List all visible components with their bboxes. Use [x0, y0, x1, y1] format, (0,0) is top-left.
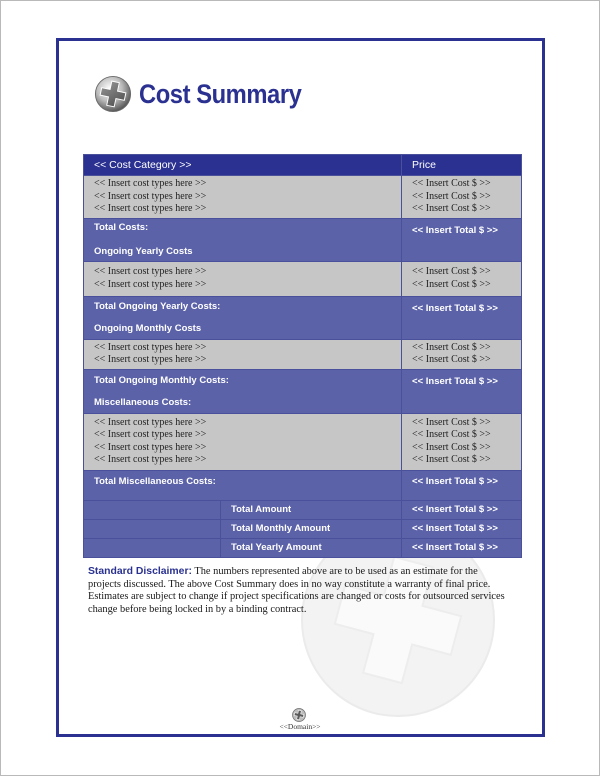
- cost-item: << Insert cost types here >>: [94, 454, 207, 465]
- summary-label: Total Yearly Amount: [221, 538, 402, 557]
- cost-item: << Insert cost types here >>: [94, 203, 207, 214]
- disclaimer-text: The numbers represented above are to be used as an estimate for the projects discussed. The above Cost Summary does in no way constitute a warranty of final price. Estimates are subject to change if project specifications are changed or costs for outsourced services change before being locked in by a binding contract.: [88, 566, 505, 615]
- disclaimer-label: Standard Disclaimer:: [88, 566, 192, 577]
- cost-value: << Insert Cost $ >>: [412, 278, 491, 290]
- summary-row: [84, 519, 522, 538]
- summary-row: [84, 538, 522, 557]
- section-label: Ongoing Monthly Costs: [94, 323, 202, 334]
- cost-item: << Insert cost types here >>: [94, 441, 207, 453]
- cost-item: << Insert cost types here >>: [94, 429, 207, 440]
- total-value: << Insert Total $ >>: [412, 475, 498, 487]
- items-row: [84, 176, 522, 219]
- items-row: [84, 413, 522, 470]
- page-title: Cost Summary: [139, 78, 302, 109]
- plus-circle-icon: [292, 708, 306, 722]
- cost-item: << Insert cost types here >>: [94, 266, 207, 277]
- section-total-row: [84, 296, 522, 339]
- footer-domain: <<Domain>>: [279, 722, 321, 731]
- cost-value: << Insert Cost $ >>: [412, 441, 491, 453]
- cost-value: << Insert Cost $ >>: [412, 178, 491, 189]
- total-value: << Insert Total $ >>: [412, 375, 498, 387]
- disclaimer: [88, 566, 512, 616]
- section-total-row: [84, 218, 522, 261]
- cost-item: << Insert cost types here >>: [94, 416, 207, 428]
- total-value: << Insert Total $ >>: [412, 224, 498, 236]
- cost-item: << Insert cost types here >>: [94, 178, 207, 189]
- cost-value: << Insert Cost $ >>: [412, 190, 491, 202]
- section-label: Ongoing Yearly Costs: [94, 246, 193, 257]
- total-label: Total Costs:: [94, 222, 149, 233]
- header-cost-category: << Cost Category >>: [84, 155, 402, 176]
- plus-circle-icon: [94, 75, 132, 113]
- summary-value: << Insert Total $ >>: [402, 500, 522, 519]
- cost-value: << Insert Cost $ >>: [412, 416, 491, 428]
- items-row: [84, 261, 522, 296]
- cost-value: << Insert Cost $ >>: [412, 454, 491, 465]
- cost-value: << Insert Cost $ >>: [412, 203, 491, 214]
- cost-item: << Insert cost types here >>: [94, 278, 207, 290]
- section-label: Miscellaneous Costs:: [94, 396, 192, 408]
- items-row: [84, 339, 522, 369]
- cost-item: << Insert cost types here >>: [94, 354, 207, 365]
- cost-item: << Insert cost types here >>: [94, 341, 207, 353]
- total-label: Total Ongoing Monthly Costs:: [94, 374, 229, 386]
- cost-table: [83, 154, 522, 558]
- summary-row: [84, 500, 522, 519]
- header-price: Price: [402, 155, 522, 176]
- total-label: Total Miscellaneous Costs:: [94, 475, 216, 487]
- summary-label: Total Amount: [221, 500, 402, 519]
- cost-item: << Insert cost types here >>: [94, 190, 207, 202]
- section-total-row: [84, 369, 522, 413]
- table-header-row: [84, 155, 522, 176]
- cost-value: << Insert Cost $ >>: [412, 341, 491, 353]
- total-value: << Insert Total $ >>: [412, 302, 498, 314]
- cost-value: << Insert Cost $ >>: [412, 354, 491, 365]
- header: [94, 74, 324, 114]
- summary-value: << Insert Total $ >>: [402, 538, 522, 557]
- summary-value: << Insert Total $ >>: [402, 519, 522, 538]
- cost-value: << Insert Cost $ >>: [412, 266, 491, 277]
- total-label: Total Ongoing Yearly Costs:: [94, 301, 221, 312]
- summary-label: Total Monthly Amount: [221, 519, 402, 538]
- section-total-row: [84, 470, 522, 500]
- cost-value: << Insert Cost $ >>: [412, 429, 491, 440]
